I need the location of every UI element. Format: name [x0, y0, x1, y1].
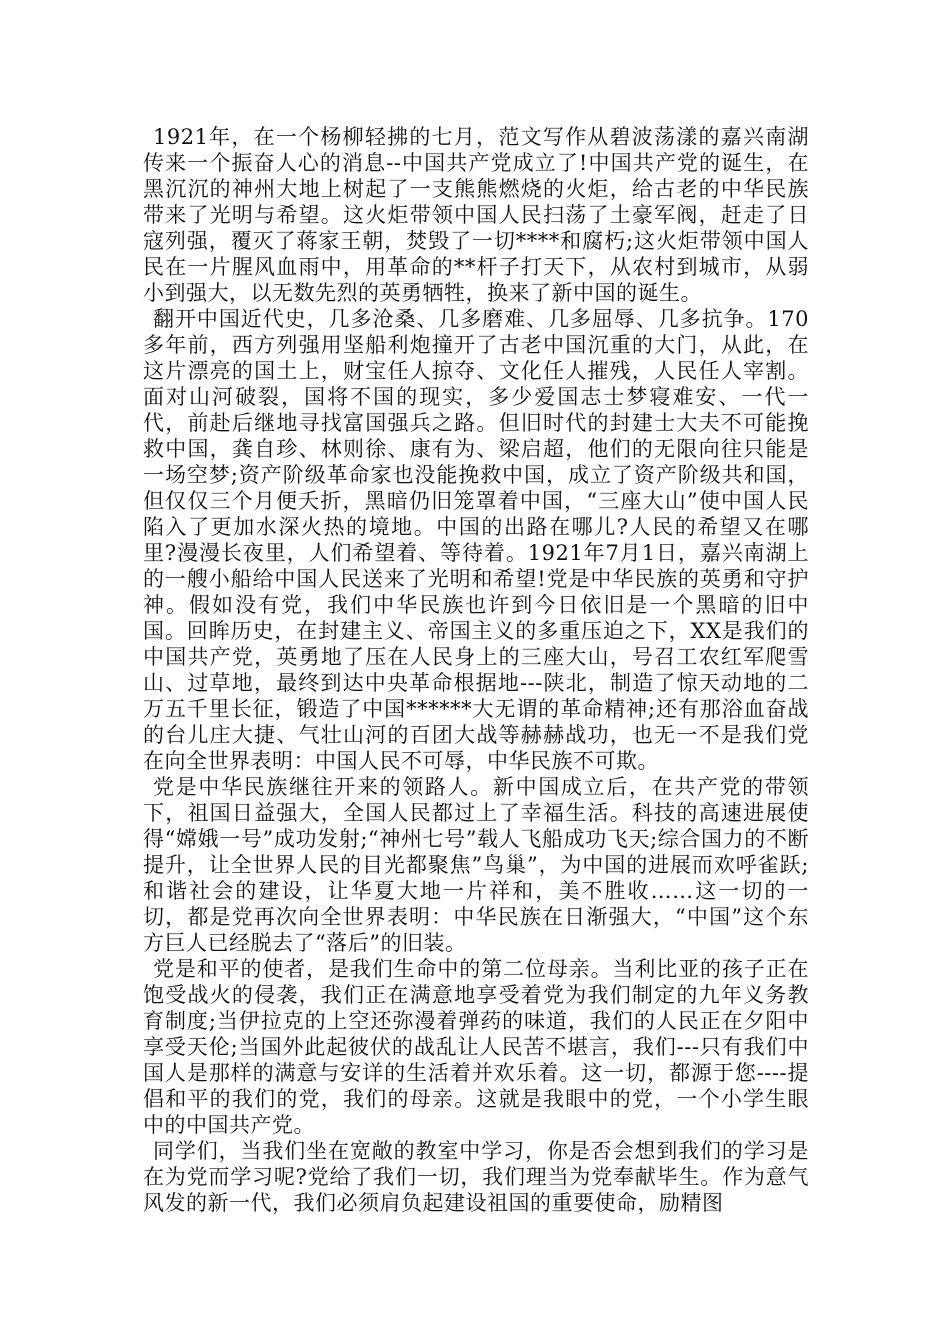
paragraph-peace: 党是和平的使者，是我们生命中的第二位母亲。当利比亚的孩子正在饱受战火的侵袭，我们正在满意地享受着党为我们制定的九年义务教育制度;当伊拉克的上空还弥漫着弹药的味道，我们的人民正在夕阳中享受天伦;当国外此起彼伏的战乱让人民苦不堪言，我们---只有我们中国人是那样的满意与安详的生活着并欢乐着。这一切，都源于您----提倡和平的我们的党，我们的母亲。这就是我眼中的党，一个小学生眼中的中国共产党。: [143, 957, 809, 1137]
document-body: [143, 124, 809, 1216]
paragraph-modern-history: 翻开中国近代史，几多沧桑、几多磨难、几多屈辱、几多抗争。170多年前，西方列强用坚船利炮撞开了古老中国沉重的大门，从此，在这片漂亮的国土上，财宝任人掠夺、文化任人摧残，人民任人宰割。面对山河破裂，国将不国的现实，多少爱国志士梦寝难安、一代一代，前赴后继地寻找富国强兵之路。但旧时代的封建士大夫不可能挽救中国，龚自珍、林则徐、康有为、梁启超，他们的无限向往只能是一场空梦;资产阶级革命家也没能挽救中国，成立了资产阶级共和国，但仅仅三个月便夭折，黑暗仍旧笼罩着中国，“三座大山”使中国人民陷入了更加水深火热的境地。中国的出路在哪儿?人民的希望又在哪里?漫漫长夜里，人们希望着、等待着。1921年7月1日，嘉兴南湖上的一艘小船给中国人民送来了光明和希望!党是中华民族的英勇和守护神。假如没有党，我们中华民族也许到今日依旧是一个黑暗的旧中国。回眸历史，在封建主义、帝国主义的多重压迫之下，XX是我们的中国共产党，英勇地了压在人民身上的三座大山，号召工农红军爬雪山、过草地，最终到达中央革命根据地---陕北，制造了惊天动地的二万五千里长征，锻造了中国******大无谓的革命精神;还有那浴血奋战的台儿庄大捷、气壮山河的百团大战等赫赫战功，也无一不是我们党在向全世界表明：中国人民不可辱，中华民族不可欺。: [143, 307, 809, 773]
paragraph-leadership: 党是中华民族继往开来的领路人。新中国成立后，在共产党的带领下，祖国日益强大，全国人民都过上了幸福生活。科技的高速进展使得“嫦娥一号”成功发射;“神州七号”载人飞船成功飞天;综合国力的不断提升，让全世界人民的目光都聚焦”鸟巢”，为中国的进展而欢呼雀跃;和谐社会的建设，让华夏大地一片祥和，美不胜收……这一切的一切，都是党再次向全世界表明：中华民族在日渐强大，“中国”这个东方巨人已经脱去了“落后”的旧装。: [143, 775, 809, 955]
paragraph-students: 同学们，当我们坐在宽敞的教室中学习，你是否会想到我们的学习是在为党而学习呢?党给了我们一切，我们理当为党奉献毕生。作为意气风发的新一代，我们必须肩负起建设祖国的重要使命，励精图: [143, 1139, 809, 1215]
paragraph-founding: 1921年，在一个杨柳轻拂的七月，范文写作从碧波荡漾的嘉兴南湖传来一个振奋人心的消息--中国共产党成立了!中国共产党的诞生，在黑沉沉的神州大地上树起了一支熊熊燃烧的火炬，给古老的中华民族带来了光明与希望。这火炬带领中国人民扫荡了土豪军阀，赶走了日寇列强，覆灭了蒋家王朝，焚毁了一切****和腐朽;这火炬带领中国人民在一片腥风血雨中，用革命的**杆子打天下，从农村到城市，从弱小到强大，以无数先烈的英勇牺牲，换来了新中国的诞生。: [143, 125, 809, 305]
